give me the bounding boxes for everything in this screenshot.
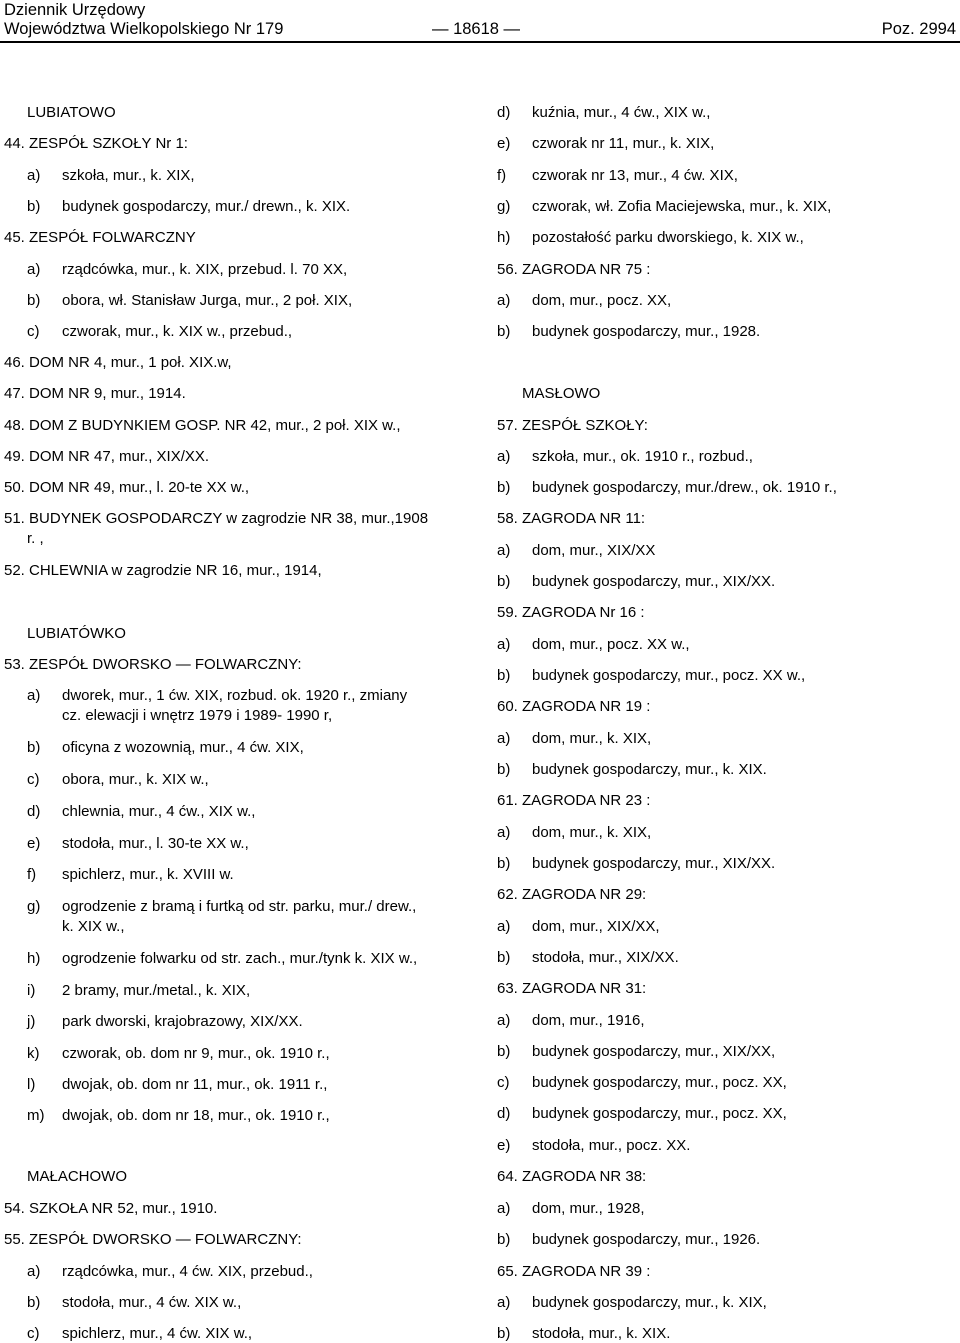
list-item: a) dom, mur., k. XIX, bbox=[497, 730, 652, 747]
list-item: l) dwojak, ob. dom nr 11, mur., ok. 1911 r., bbox=[27, 1076, 328, 1093]
entry-57: 57. ZESPÓŁ SZKOŁY: bbox=[497, 417, 648, 434]
list-item: c) budynek gospodarczy, mur., pocz. XX, bbox=[497, 1074, 787, 1091]
entry-60: 60. ZAGRODA NR 19 : bbox=[497, 698, 651, 715]
list-item: c) czworak, mur., k. XIX w., przebud., bbox=[27, 323, 293, 340]
list-item: j) park dworski, krajobrazowy, XIX/XX. bbox=[27, 1013, 303, 1030]
list-item: a) szkoła, mur., k. XIX, bbox=[27, 167, 195, 184]
entry-65: 65. ZAGRODA NR 39 : bbox=[497, 1263, 651, 1280]
entry-46: 46. DOM NR 4, mur., 1 poł. XIX.w, bbox=[4, 354, 232, 371]
list-item: b) budynek gospodarczy, mur., k. XIX. bbox=[497, 761, 767, 778]
entry-44: 44. ZESPÓŁ SZKOŁY Nr 1: bbox=[4, 135, 188, 152]
list-item: d) budynek gospodarczy, mur., pocz. XX, bbox=[497, 1105, 787, 1122]
list-item: b) budynek gospodarczy, mur./drew., ok. 1910 r., bbox=[497, 479, 837, 496]
list-item: a) dom, mur., 1928, bbox=[497, 1200, 645, 1217]
page-header bbox=[0, 0, 960, 42]
entry-48: 48. DOM Z BUDYNKIEM GOSP. NR 42, mur., 2 poł. XIX w., bbox=[4, 417, 401, 434]
list-item: g) czworak, wł. Zofia Maciejewska, mur., k. XIX, bbox=[497, 198, 832, 215]
entry-64: 64. ZAGRODA NR 38: bbox=[497, 1168, 647, 1185]
journal-issue: Województwa Wielkopolskiego Nr 179 bbox=[4, 20, 284, 38]
list-item: e) stodoła, mur., pocz. XX. bbox=[497, 1137, 691, 1154]
list-item: g) ogrodzenie z bramą i furtką od str. parku, mur./ drew., bbox=[27, 898, 417, 915]
list-item: a) dom, mur., pocz. XX w., bbox=[497, 636, 690, 653]
header-rule bbox=[0, 41, 960, 43]
entry-52: 52. CHLEWNIA w zagrodzie NR 16, mur., 1914, bbox=[4, 562, 322, 579]
list-item: b) oficyna z wozownią, mur., 4 ćw. XIX, bbox=[27, 739, 304, 756]
list-item: b) budynek gospodarczy, mur., XIX/XX. bbox=[497, 855, 776, 872]
entry-59: 59. ZAGRODA Nr 16 : bbox=[497, 604, 645, 621]
list-item: a) rządcówka, mur., 4 ćw. XIX, przebud., bbox=[27, 1263, 313, 1280]
journal-title: Dziennik Urzędowy bbox=[4, 1, 146, 19]
entry-49: 49. DOM NR 47, mur., XIX/XX. bbox=[4, 448, 210, 465]
list-item: b) budynek gospodarczy, mur., XIX/XX, bbox=[497, 1043, 776, 1060]
list-item: b) budynek gospodarczy, mur., pocz. XX w., bbox=[497, 667, 806, 684]
entry-62: 62. ZAGRODA NR 29: bbox=[497, 886, 647, 903]
list-item: a) dom, mur., 1916, bbox=[497, 1012, 645, 1029]
list-item: c) spichlerz, mur., 4 ćw. XIX w., bbox=[27, 1325, 253, 1342]
list-item: h) pozostałość parku dworskiego, k. XIX w., bbox=[497, 229, 804, 246]
list-item: f) spichlerz, mur., k. XVIII w. bbox=[27, 866, 234, 883]
list-item: a) budynek gospodarczy, mur., k. XIX, bbox=[497, 1294, 767, 1311]
list-item: h) ogrodzenie folwarku od str. zach., mur./tynk k. XIX w., bbox=[27, 950, 418, 967]
entry-45: 45. ZESPÓŁ FOLWARCZNY bbox=[4, 229, 196, 246]
entry-50: 50. DOM NR 49, mur., l. 20-te XX w., bbox=[4, 479, 250, 496]
list-item: a) dom, mur., XIX/XX, bbox=[497, 918, 660, 935]
list-item: b) stodoła, mur., XIX/XX. bbox=[497, 949, 679, 966]
list-item: e) stodoła, mur., l. 30-te XX w., bbox=[27, 835, 249, 852]
list-item: m) dwojak, ob. dom nr 18, mur., ok. 1910 r., bbox=[27, 1107, 330, 1124]
list-item: a) dom, mur., pocz. XX, bbox=[497, 292, 672, 309]
section-malachowo: MAŁACHOWO bbox=[27, 1168, 128, 1185]
list-item: k) czworak, ob. dom nr 9, mur., ok. 1910 r., bbox=[27, 1045, 330, 1062]
list-item: c) obora, mur., k. XIX w., bbox=[27, 771, 209, 788]
list-item: b) stodoła, mur., k. XIX. bbox=[497, 1325, 671, 1342]
entry-51: 51. BUDYNEK GOSPODARCZY w zagrodzie NR 38, mur.,1908 bbox=[4, 510, 429, 527]
list-item: f) czworak nr 13, mur., 4 ćw. XIX, bbox=[497, 167, 738, 184]
entry-55: 55. ZESPÓŁ DWORSKO — FOLWARCZNY: bbox=[4, 1231, 302, 1248]
section-lubiatowo: LUBIATOWO bbox=[27, 104, 116, 121]
list-item: d) kuźnia, mur., 4 ćw., XIX w., bbox=[497, 104, 711, 121]
entry-53: 53. ZESPÓŁ DWORSKO — FOLWARCZNY: bbox=[4, 656, 302, 673]
list-item: a) dworek, mur., 1 ćw. XIX, rozbud. ok. 1920 r., zmiany bbox=[27, 687, 408, 704]
list-item: e) czworak nr 11, mur., k. XIX, bbox=[497, 135, 715, 152]
entry-51-cont: r. , bbox=[27, 530, 44, 547]
list-item: a) dom, mur., k. XIX, bbox=[497, 824, 652, 841]
list-item: b) obora, wł. Stanisław Jurga, mur., 2 poł. XIX, bbox=[27, 292, 353, 309]
list-item: b) stodoła, mur., 4 ćw. XIX w., bbox=[27, 1294, 242, 1311]
entry-47: 47. DOM NR 9, mur., 1914. bbox=[4, 385, 186, 402]
entry-58: 58. ZAGRODA NR 11: bbox=[497, 510, 646, 527]
section-lubiatowko: LUBIATÓWKO bbox=[27, 625, 126, 642]
position-number: Poz. 2994 bbox=[881, 20, 956, 38]
entry-63: 63. ZAGRODA NR 31: bbox=[497, 980, 647, 997]
entry-56: 56. ZAGRODA NR 75 : bbox=[497, 261, 651, 278]
list-item: a) dom, mur., XIX/XX bbox=[497, 542, 656, 559]
list-item: d) chlewnia, mur., 4 ćw., XIX w., bbox=[27, 803, 256, 820]
list-item: a) szkoła, mur., ok. 1910 r., rozbud., bbox=[497, 448, 753, 465]
section-maslowo: MASŁOWO bbox=[522, 385, 601, 402]
entry-54: 54. SZKOŁA NR 52, mur., 1910. bbox=[4, 1200, 218, 1217]
list-item-cont: cz. elewacji i wnętrz 1979 i 1989- 1990 r, bbox=[62, 707, 333, 724]
list-item: b) budynek gospodarczy, mur./ drewn., k. XIX. bbox=[27, 198, 351, 215]
list-item: i) 2 bramy, mur./metal., k. XIX, bbox=[27, 982, 251, 999]
list-item: b) budynek gospodarczy, mur., 1928. bbox=[497, 323, 761, 340]
list-item: b) budynek gospodarczy, mur., 1926. bbox=[497, 1231, 761, 1248]
list-item: a) rządcówka, mur., k. XIX, przebud. l. 70 XX, bbox=[27, 261, 348, 278]
list-item: b) budynek gospodarczy, mur., XIX/XX. bbox=[497, 573, 776, 590]
list-item-cont: k. XIX w., bbox=[62, 918, 125, 935]
page-number: — 18618 — bbox=[432, 20, 521, 38]
entry-61: 61. ZAGRODA NR 23 : bbox=[497, 792, 651, 809]
